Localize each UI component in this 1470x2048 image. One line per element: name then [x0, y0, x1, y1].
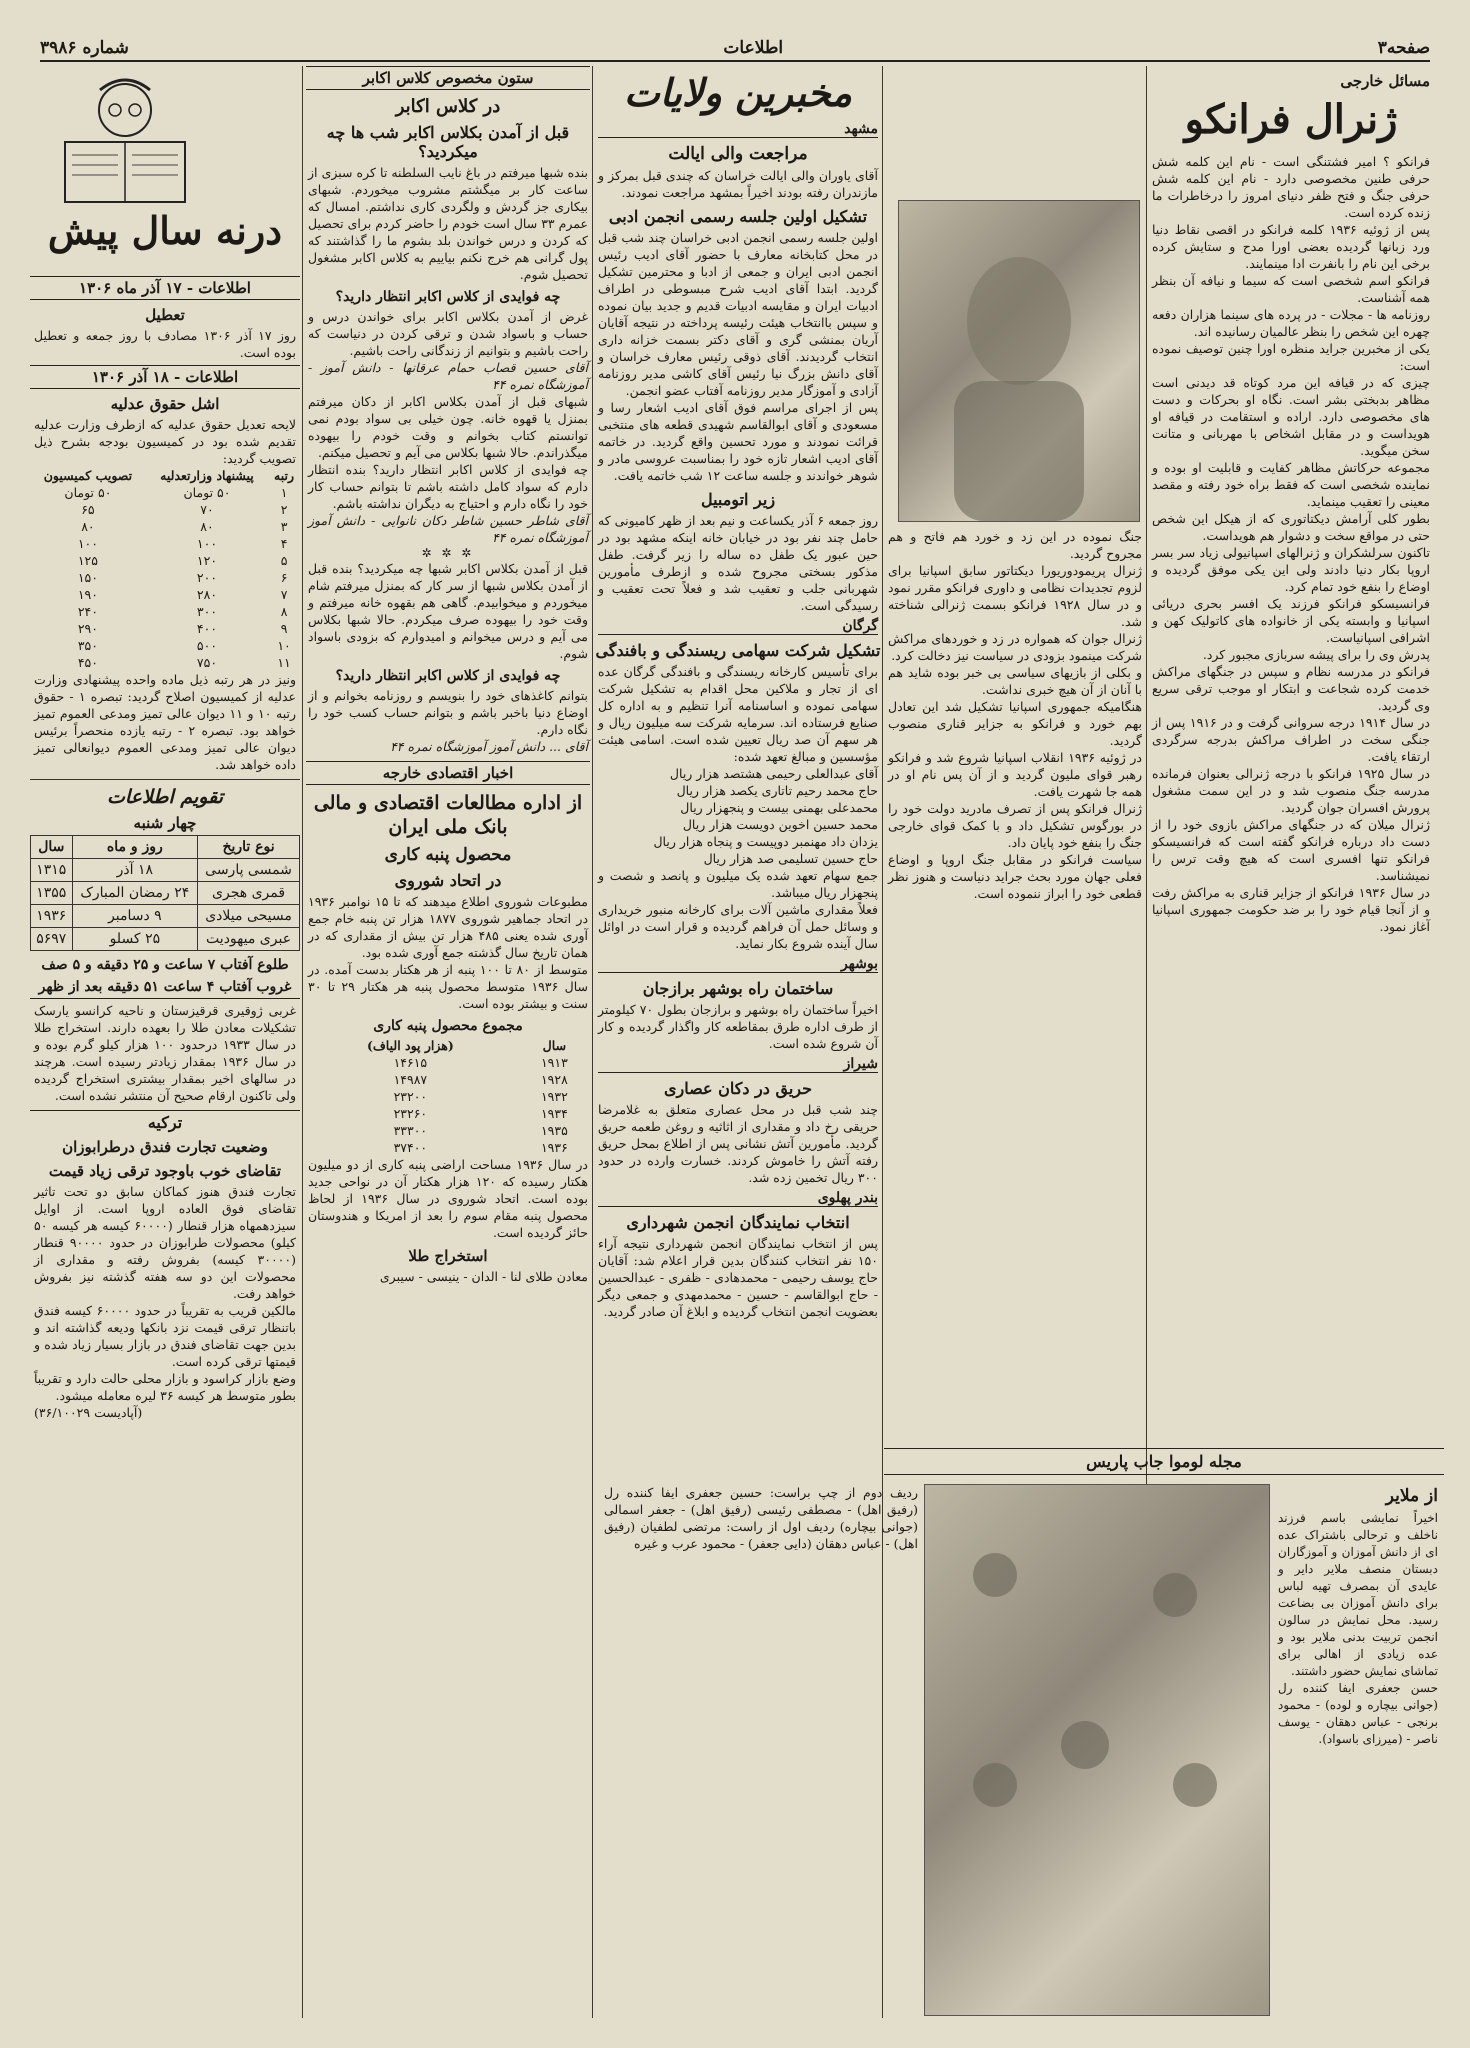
- table-cell: ۱۰۰: [77, 536, 98, 551]
- list-item: حاج حسین تسلیمی صد هزار ریال: [703, 851, 878, 866]
- article-paragraph: در سال ۱۹۳۶ مساحت اراضی پنبه کاری از دو میلیون هکتار رسیده که ۱۲۰ هزار هکتار آن در نواحی جدید بوده است. اتحاد شوروی در سال ۱۹۳۶ از لحاظ محصول پنبه مقام سوم را بعد از امریکا و هندوستان حائز گردیده است.: [308, 1157, 588, 1240]
- table-cell: قمری هجری: [198, 882, 300, 905]
- table-cell: ۲۸۰: [196, 587, 218, 602]
- article-paragraph: معادن طلای لنا - الدان - ینیسی - سیبری: [379, 1269, 588, 1284]
- foreign-affairs-column: [1148, 66, 1434, 1508]
- article-paragraph: متوسط از ۸۰ تا ۱۰۰ پنبه از هر هکتار بدست آمده. در سال ۱۹۳۶ متوسط محصول پنبه هر هکتار ۲۹ تا ۳۰ سنت و بیشتر بوده است.: [308, 962, 589, 1011]
- table-cell: ۲۳۲۰۰: [393, 1089, 428, 1104]
- table-cell: ۲۴۰: [77, 604, 98, 619]
- news-text: ونیز در هر رتبه ذیل ماده واحده پیشنهادی وزارت عدلیه از کمیسیون اصلاح گردید: تبصره ۱ - حقوق رتبه ۱۰ و ۱۱ دیوان عالی تمیز ومدعی العموم تمیز خواهد بود. تبصره ۲ - رتبه یازده منحصراً برئیس دیوان عالی تمیز ومدعی العموم دیوانعالی تمیز داده خواهد شد.: [34, 672, 297, 772]
- article-title: از اداره مطالعات اقتصادی و مالی بانک ملی ایران: [313, 792, 583, 838]
- portrait-illustration: [899, 201, 1139, 521]
- city-label: بوشهر: [598, 956, 878, 973]
- table-row: [30, 484, 300, 501]
- column-header: تصویب کمیسیون: [43, 468, 133, 483]
- table-header-row: [304, 1037, 592, 1054]
- table-row: [30, 569, 300, 586]
- sunrise-time: طلوع آفتاب ۷ ساعت و ۲۵ دقیقه و ۵ صف: [41, 957, 289, 973]
- column-logo-area: [30, 66, 300, 276]
- article-paragraph: غرض از آمدن بکلاس اکابر برای خواندن درس و حساب و باسواد شدن و ترقی کردن در دنیاست که راحت باشیم و بتوانیم از زندگانی راحت باشیم.: [308, 309, 588, 358]
- table-row: [31, 859, 300, 882]
- table-row: [31, 928, 300, 951]
- news-text: روز ۱۷ آذر ۱۳۰۶ مصادف با روز جمعه و تعطیل بوده است.: [34, 328, 296, 360]
- list-item: جمع سهام تعهد شده یک میلیون و پانصد و شصت و پنجهزار ریال میباشد.: [598, 868, 878, 900]
- table-cell: شمسی پارسی: [198, 859, 300, 882]
- column-header: نوع تاریخ: [198, 836, 300, 859]
- table-cell: ۷: [280, 587, 288, 602]
- article-paragraph: بطور کلی آرامش دیکتاتوری که از هیکل این شخص حتی در مواقع سخت و دشوار هم هویداست.: [1152, 511, 1430, 543]
- article-paragraph: فرانکو اسم شخصی است که سیما و نیافه آن بنظر همه آشناست.: [1152, 273, 1430, 305]
- malayer-column: [1274, 1484, 1442, 2004]
- table-cell: عبری میهودیت: [198, 928, 300, 951]
- news-headline: تشکیل شرکت سهامی ریسندگی و بافندگی: [595, 641, 881, 660]
- article-paragraph: اخیراً نمایشی باسم فرزند ناخلف و ترحالی باشتراک عده ای از دانش آموزان و آموزگاران دبستان منصف ملایر دایر و عایدی آن بمصرف تهیه لباس برای دانش آموزان بی بضاعت رسید. محل نمایش در سالون انجمن تربیت بدنی ملایر بود و عده زیادی از اهالی برای تماشای نمایش حضور داشتند.: [1278, 1511, 1438, 1678]
- table-row: [304, 1071, 592, 1088]
- group-illustration: [925, 1485, 1269, 2015]
- table-cell: ۳۷۴۰۰: [393, 1140, 428, 1155]
- article-paragraph: هنگامیکه جمهوری اسپانیا تشکیل شد این تعادل بهم خورد و فرانکو به جزایر قناری منصوب گردید.: [888, 699, 1142, 748]
- issue-number: شماره ۳۹۸۶: [40, 38, 129, 58]
- table-cell: ۱۳۱۵: [31, 859, 73, 882]
- table-cell: ۵۰ تومان: [183, 485, 231, 500]
- article-paragraph: قبل از آمدن بکلاس اکابر شبها چه میکردید؟ بنده قبل از آمدن بکلاس شبها از سر کار که بمنزل میرفتم شام میخوردم و میخوابیدم. گاهی هم بقهوه خانه میرفتم و وقت خود را بیهوده صرف میکردم. حالا شبها بکلاس می آیم و درس میخوانم و امیدوارم که بزودی باسواد شوم.: [308, 561, 588, 661]
- city-label: شیراز: [598, 1056, 878, 1073]
- article-paragraph: یکی از مخبرین جراید منظره اورا چنین توصیف نموده است:: [1152, 341, 1430, 373]
- photo-source-caption: مجله لوموا جاب پاریس: [884, 1448, 1444, 1475]
- article-paragraph: تاکنون سرلشکران و ژنرالهای اسپانیولی زیاد سر بسر اروپا بکار دنیا دادند ولی این یکی موفق گردیده و اوضاع را بنفع خود تمام کرد.: [1152, 545, 1430, 594]
- column-title: درنه سال پیش: [47, 208, 283, 253]
- table-cell: ۶۵: [81, 502, 95, 517]
- news-text: تجارت فندق هنوز کماکان سابق دو تحت تاثیر تقاضای فوق العاده اروپا است. از اوایل سیزدهمهاه هزار قنطار (۶۰۰۰۰ کیسه هر کیسه ۵۰ کیلو) محصولات طرابوزان در حدود ۹۰۰۰۰ قنطار (۳۰۰۰۰ کیسه) بفروش رفته و مقداری از محصولات این دو سه هفته گذشته نیز بفروش خواهد رفت.: [34, 1184, 296, 1301]
- table-cell: ۸: [280, 604, 288, 619]
- calendar-title: تقویم اطلاعات: [106, 786, 223, 808]
- table-row: [30, 518, 300, 535]
- calendar-table: [30, 835, 300, 951]
- news-text: اخیراً ساختمان راه بوشهر و برازجان بطول ۷۰ کیلومتر از طرف اداره طرق بمقاطعه کار واگذار گردیده و کار آن شروع شده است.: [598, 1002, 878, 1051]
- table-cell: ۱۹۳۶: [540, 1140, 568, 1155]
- article-subtitle: محصول پنبه کاری: [384, 845, 512, 865]
- table-cell: ۱۹۳۶: [31, 905, 73, 928]
- table-cell: ۵۰۰: [196, 638, 218, 653]
- article-paragraph: پدرش وی را برای پیشه سربازی مجبور کرد.: [1202, 647, 1430, 662]
- news-text: آقای یاوران والی ایالت خراسان که چندی قبل بمرکز و مازندران رفته بودند اخیراً بمشهد مراجعت نمودند.: [598, 168, 878, 200]
- news-headline: اشل حقوق عدلیه: [110, 395, 220, 413]
- table-cell: ۱۹۰: [77, 587, 98, 602]
- table-row: [304, 1139, 592, 1156]
- list-item: حاج محمد رحیم تاتاری یکصد هزار ریال: [676, 783, 878, 798]
- provinces-column: [594, 66, 882, 1480]
- table-cell: ۱۲۵: [77, 553, 98, 568]
- table-row: [30, 620, 300, 637]
- column-header: روز و ماه: [72, 836, 198, 859]
- news-text: لایحه تعدیل حقوق عدلیه که ازطرف وزارت عدلیه تقدیم شده بود در کمیسیون بودجه بشرح ذیل تصویب گردید:: [34, 417, 296, 466]
- divider: [30, 779, 300, 780]
- news-text: غربی ژوقیری قرقیزستان و ناحیه کرانسو یارسک تشکیلات معادن طلا را بعهده دارند. استخراج طلا در سال ۱۹۳۳ درحدود ۱۰۰ هزار کیلو گرم بوده و در سال ۱۹۳۶ بمقدار زیادتر رسیده است. هرچند در سالهای اخیر بمقدار بیشتری استخراج گردیده ولی تاکنون ارقام صحیح آن منتشر نشده است.: [34, 1003, 296, 1103]
- article-paragraph: فرانکو در مدرسه نظام و سپس در جنگهای مراکش خدمت کرده شجاعت و ابتکار او موجب ترقی سریع وی گردید.: [1152, 664, 1430, 713]
- news-text: اولین جلسه رسمی انجمن ادبی خراسان چند شب قبل در محل کتابخانه معارف با حضور آقای ادیب رئیس انجمن ادبی ایران و جمعی از ادبا و محترمین تشکیل گردید. ابتدا آقای ادیب شرح مبسوطی در اطراف ادبیات ایران و مقایسه ادبیات قدیم و جدید بیان نموده و سپس باانتخاب هیئت رئیسه پرداخته در نتیجه آقایان آریان بمنشی گری و آقای دکتر بسمت خزانه داری انتخاب گردیدند. آقای ذوقی رئیس معارف خراسان و آقای دانش بزرگ نیا رئیس آقای کاشی مدیر روزنامه آزادی و آموزگار مدیر روزنامه آفتاب عضو انجمن.: [598, 230, 878, 398]
- news-headline: وضعیت تجارت فندق درطرابوزان: [62, 1138, 268, 1156]
- page-number: صفحه۳: [1377, 38, 1430, 58]
- column-header: (هزار پود الیاف): [366, 1038, 454, 1053]
- article-subtitle: استخراج طلا: [408, 1247, 488, 1265]
- city-label: بندر پهلوی: [598, 1190, 878, 1207]
- franco-continued-column: [884, 528, 1146, 1444]
- calendar-day: چهار شنبه: [133, 814, 197, 832]
- column-header: پیشنهاد وزارتعدلیه: [160, 468, 254, 483]
- table-row: [31, 905, 300, 928]
- table-cell: ۲۳۲۶۰: [393, 1106, 428, 1121]
- table-cell: ۱۵۰: [77, 570, 98, 585]
- dateline: اطلاعات - ۱۷ آذر ماه ۱۳۰۶: [30, 276, 300, 300]
- table-row: [30, 501, 300, 518]
- table-cell: ۴۵۰: [77, 655, 98, 670]
- list-item: آقای عبدالعلی رحیمی هشتصد هزار ریال: [669, 766, 878, 781]
- news-headline: تعطیل: [145, 306, 185, 324]
- table-cell: ۱: [280, 485, 288, 500]
- article-subtitle: در اتحاد شوروی: [394, 871, 502, 890]
- article-paragraph: ژنرال پریمودوریورا دیکتاتور سابق اسپانیا برای لزوم تجدیدات نظامی و داوری فرانکو مقرر نمود و در سال ۱۹۲۸ فرانکو بسمت ژنرالی شناخته شد.: [888, 563, 1142, 629]
- table-row: [30, 535, 300, 552]
- photo-caption: ردیف دوم از چپ براست: حسین جعفری ایفا کننده رل (رفیق اهل) - مصطفی رئیسی (رفیق اهل) - جعفر اسمالی (جوانی بیچاره) ردیف اول از راست: مرتضی لطفیان (رفیق اهل) - عباس دهقان (دایی جعفر) - محمود عرب و غیره: [604, 1485, 918, 1551]
- table-cell: ۴۰۰: [196, 621, 218, 636]
- news-text: روز جمعه ۶ آذر یکساعت و نیم بعد از ظهر کامیونی که حامل چند نفر بود در خیابان خانه اینکه مشهد بود در حین عبور یک طفل ده ساله را زیر گرفت. طفل مذکور بسختی مجروح شده و ازطرف مأمورین شهربانی جلب و تعقیب شد و فعلاً تحت تعقیب و رسیدگی است.: [598, 513, 878, 613]
- news-headline: ساختمان راه بوشهر برازجان: [642, 979, 834, 998]
- news-headline: زیر اتومبیل: [700, 490, 776, 509]
- table-cell: ۸۰: [81, 519, 95, 534]
- salary-table: [30, 467, 300, 671]
- column-header: سال: [542, 1038, 567, 1053]
- news-text: فعلاً مقداری ماشین آلات برای کارخانه منبور خریداری و وسائل حمل آن فراهم گردیده و قرار است در اوائل سال آینده شروع بکار نماید.: [598, 902, 878, 951]
- list-item: محمدعلی بهمنی بیست و پنجهزار ریال: [680, 800, 878, 815]
- table-row: [30, 637, 300, 654]
- theatre-group-photo: [924, 1484, 1270, 2016]
- cotton-table: [304, 1037, 592, 1156]
- separator-stars: ✲ ✲ ✲: [421, 546, 475, 560]
- table-cell: ۱۹۱۳: [540, 1055, 568, 1070]
- news-text: مالکین قریب به تقریباً در حدود ۶۰۰۰۰ کیسه فندق باتنظار ترقی قیمت نزد بانکها ودیعه گذاشته اند و بدین جهت تقاضای فندق در بازار بسیار زیاد شده و قیمتها ترقی کرده است.: [34, 1303, 296, 1369]
- article-paragraph: بنده شبها میرفتم در باغ نایب السلطنه تا کره سبزی از ساعت کار بر میگشتم مشروب میخوردم. شبهای بیکاری جز گردش و ولگردی کاری نداشتم. امسال که عمرم ۳۳ سال است خودم را حاضر کردم برای تحصیل که کردن و درس خواندن بلد بشوم ما را گذاشتند که پول گرانی هم خرج نکنم بیاییم به کلاس اکابر مشغول تحصیل شوم.: [308, 165, 588, 282]
- table-cell: ۱۹۲۸: [540, 1072, 568, 1087]
- article-paragraph: سیاست فرانکو در مقابل جنگ اروپا و اوضاع فعلی جهان مورد بحث جراید دنیاست و هنوز نظر قطعی خود را ابراز ننموده است.: [888, 852, 1142, 901]
- article-paragraph: چه فوایدی از کلاس اکابر انتظار دارید؟ بنده انتظار دارم که سواد کامل داشته باشم تا بتوانم حساب کار خود را نگاه دارم و احتیاج به دیگران نداشته باشم.: [308, 462, 588, 511]
- list-item: یزدان داد مهنمبر دوپیست و پنجاه هزار ریال: [653, 834, 878, 849]
- table-header-row: [30, 467, 300, 484]
- section-label: ترکیه: [30, 1110, 300, 1132]
- news-headline: مراجعت والی ایالت: [668, 144, 808, 164]
- section-title: مخبرین ولایات: [624, 70, 852, 115]
- franco-photo: [898, 200, 1140, 522]
- table-cell: ۱۸ آذر: [72, 859, 198, 882]
- article-paragraph: بتوانم کاغذهای خود را بنویسم و روزنامه بخوانم و از اوضاع دنیا باخبر باشم و بتوانم حساب کسب خود را نگاه دارم.: [308, 688, 588, 737]
- table-cell: ۳۰۰: [196, 604, 218, 619]
- news-headline: انتخاب نمایندگان انجمن شهرداری: [626, 1213, 850, 1232]
- cast-list: حسن جعفری ایفا کننده رل (جوانی بیچاره و لوده) - محمود برنجی - عباس دهقان - یوسف ناصر - (میرزای باسواد).: [1278, 1681, 1438, 1746]
- table-row: [30, 552, 300, 569]
- column-header: رتبه: [274, 468, 295, 483]
- table-cell: ۱۹۳۲: [540, 1089, 568, 1104]
- news-headline: تشکیل اولین جلسه رسمی انجمن ادبی: [608, 207, 868, 226]
- article-title: در کلاس اکابر: [395, 96, 501, 117]
- news-headline: تقاضای خوب باوجود ترقی زیاد قیمت: [48, 1162, 282, 1180]
- column-header: سال: [31, 836, 73, 859]
- table-cell: ۳۵۰: [77, 638, 98, 653]
- article-paragraph: و بکلی از بازیهای سیاسی بی خبر بوده شاید هم با آنان از آن هیچ خبری نداشت.: [888, 665, 1142, 697]
- article-paragraph: روزنامه ها - مجلات - در پرده های سینما هزاران دفعه چهره این شخص را بنظر عالمیان رسانیده اند.: [1152, 307, 1430, 339]
- adult-class-column: [304, 66, 592, 2026]
- table-cell: ۱۳۵۵: [31, 882, 73, 905]
- article-paragraph: فرانسیسکو فرانکو فرزند یک افسر بحری دریائی اسپانیا و وابسته یکی از خانواده های کاتولیک کهن و اشرافی اسپانیاست.: [1152, 596, 1430, 645]
- article-title: ژنرال فرانکو: [1184, 96, 1398, 143]
- sunset-time: غروب آفتاب ۴ ساعت ۵۱ دقیقه بعد از ظهر: [30, 979, 300, 999]
- table-cell: ۷۵۰: [196, 655, 218, 670]
- table-cell: ۱۴۹۸۷: [393, 1072, 428, 1087]
- article-paragraph: فرانکو ؟ امیر فشتنگی است - نام این کلمه شش حرفی طنین مخصوصی دارد - نام این کلمه شش حرفی جنگ و فتح ظفر دنیای امروز را درخاطرات ما زنده کرده است.: [1152, 154, 1430, 220]
- table-cell: ۳: [280, 519, 288, 534]
- table-cell: ۲: [280, 502, 288, 517]
- table-cell: ۲۹۰: [77, 621, 98, 636]
- table-cell: ۱۰۰: [196, 536, 218, 551]
- masthead: اطلاعات: [723, 38, 784, 58]
- table-cell: ۹: [280, 621, 288, 636]
- table-row: [30, 654, 300, 671]
- table-cell: ۱۴۶۱۵: [393, 1055, 428, 1070]
- page-header: [40, 36, 1430, 62]
- reader-illustration: [50, 70, 200, 210]
- article-paragraph: ژنرال فرانکو پس از تصرف مادرید دولت خود را در بورگوس تشکیل داد و با کمک قوای خارجی جنگ را بنفع خود پایان داد.: [888, 801, 1142, 850]
- table-cell: مسیحی میلادی: [198, 905, 300, 928]
- news-text: برای تأسیس کارخانه ریسندگی و بافندگی گرگان عده ای از تجار و ملاکین محل اقدام به تشکیل شرکت سهامی نموده و اساسنامه آنرا تنظیم و به اداره کل صنایع فرستاده اند. سرمایه شرکت سه میلیون ریال و هر سهم آن صد ریال تعیین شده است. اسامی هیئت مؤسسین و مبالغ تعهد شده:: [598, 664, 878, 764]
- table-cell: ۶: [280, 570, 288, 585]
- signature: آقای حسین قصاب حمام عرقانها - دانش آموز - آموزشگاه نمره ۴۴: [308, 360, 588, 392]
- nine-years-ago-column: [30, 66, 300, 2026]
- question-heading: چه فوایدی از کلاس اکابر انتظار دارید؟: [335, 668, 561, 684]
- section-label: اخبار اقتصادی خارجه: [306, 761, 590, 785]
- column-rule: [592, 66, 593, 2018]
- table-cell: ۴: [280, 536, 288, 551]
- source-note: (آپادیست ۳۶/۱۰۰۲۹): [34, 1405, 143, 1420]
- table-cell: ۵۶۹۷: [31, 928, 73, 951]
- signature: آقای شاطر حسین شاطر دکان نانوایی - دانش آموز آموزشگاه نمره ۴۴: [308, 513, 588, 545]
- news-text: پس از اجرای مراسم فوق آقای ادیب اشعار رسا و مسعودی و آقای ابوالقاسم شهیدی قطعه های منتخبی قرائت نمودند و مورد تحسین واقع گردید. در خاتمه آقای ادیب اشعار تازه خود را بمناسبت عروسی مادر و شوهر خواندند و جلسه ساعت ۱۲ شب خاتمه یافت.: [598, 400, 878, 483]
- news-text: وضع بازار کراسود و بازار محلی حالت دارد و تقریباً بطور متوسط هر کیسه ۳۶ لیره معامله میشود.: [34, 1371, 296, 1403]
- table-cell: ۱۹۳۵: [540, 1123, 568, 1138]
- article-subtitle: قبل از آمدن بکلاس اکابر شب ها چه میکردید؟: [326, 123, 570, 161]
- column-rule: [302, 66, 303, 2018]
- section-title: از ملایر: [1385, 1486, 1438, 1506]
- article-paragraph: در سال ۱۹۳۶ فرانکو از جزایر قناری به مراکش رفت و از آنجا قیام خود را بر ضد حکومت جمهوری اسپانیا آغاز نمود.: [1152, 885, 1431, 934]
- article-paragraph: شبهای قبل از آمدن بکلاس اکابر از دکان میرفتم بمنزل یا قهوه خانه. چون خیلی بی سواد بودم نمی توانستم کتاب بخوانم و وقت خودم را بیهوده میگذراندم. حالا شبها بکلاس می آیم و تحصیل میکنم.: [308, 394, 588, 460]
- news-headline: حریق در دکان عصاری: [664, 1079, 812, 1098]
- table-row: [304, 1122, 592, 1139]
- table-row: [304, 1088, 592, 1105]
- table-cell: ۵: [280, 553, 288, 568]
- table-row: [304, 1105, 592, 1122]
- table-cell: ۱۰: [277, 638, 291, 653]
- signature: آقای ... دانش آموز آموزشگاه نمره ۴۴: [390, 739, 588, 754]
- article-paragraph: جنگ نموده در این زد و خورد هم فاتح و هم مجروح گردید.: [888, 529, 1142, 561]
- table-row: [30, 586, 300, 603]
- news-text: چند شب قبل در محل عصاری متعلق به غلامرضا حریقی رخ داد و مقداری از اثاثیه و روغن طعمه حریق گردید. مأمورین آتش نشانی پس از اطلاع بمحل حریق رفته آتش را خاموش کردند. خسارت وارده در حدود ۳۰۰ ریال تخمین زده شد.: [598, 1102, 878, 1185]
- dateline: اطلاعات - ۱۸ آذر ۱۳۰۶: [30, 365, 300, 389]
- column-rule: [1146, 66, 1147, 1528]
- article-paragraph: مجموعه حرکاتش مظاهر کفایت و قابلیت او بوده و نماینده شخصی است که فقط براه خود رفته و مقصد معینی را تعقیب مینماید.: [1152, 460, 1430, 509]
- table-header-row: [31, 836, 300, 859]
- article-paragraph: در ژوئیه ۱۹۳۶ انقلاب اسپانیا شروع شد و فرانکو رهبر قوای ملیون گردید و از آن پس نام او در همه جا شهرت یافت.: [888, 750, 1142, 799]
- table-cell: ۷۰: [200, 502, 214, 517]
- table-cell: ۵۰ تومان: [64, 485, 112, 500]
- article-paragraph: در سال ۱۹۲۵ فرانکو با درجه ژنرالی بعنوان فرمانده مدرسه جنگ منصوب شد و در این سمت مشغول پرورش افسران جوان گردید.: [1152, 766, 1430, 815]
- table-title: مجموع محصول پنبه کاری: [373, 1018, 523, 1034]
- section-label: ستون مخصوص کلاس اکابر: [306, 66, 590, 90]
- article-paragraph: مطبوعات شوروی اطلاع میدهند که تا ۱۵ نوامبر ۱۹۳۶ در اتحاد جماهیر شوروی ۱۸۷۷ هزار تن پنبه خام جمع آوری شده یعنی ۴۸۵ هزار تن بیش از مقداری که در همان تاریخ سال گذشته جمع آوری شده بود.: [308, 894, 589, 960]
- table-cell: ۲۰۰: [196, 570, 218, 585]
- table-row: [30, 603, 300, 620]
- table-cell: ۱۱: [277, 655, 291, 670]
- section-label: مسائل خارجی: [1340, 72, 1430, 90]
- table-row: [31, 882, 300, 905]
- photo-caption-column: [600, 1484, 922, 2014]
- city-label: مشهد: [598, 121, 878, 138]
- news-text: پس از انتخاب نمایندگان انجمن شهرداری نتیجه آراء ۱۵۰ نفر انتخاب کنندگان بدین قرار اعلام شد: آقایان حاج یوسف رحیمی - محمدهادی - ظفری - عبدالحسین - حاج ابوالقاسم - حسین - محمدمهدی و جمعی دیگر بعضویت انجمن انتخاب گردیده و ابلاغ آن صادر گردید.: [598, 1236, 878, 1319]
- table-cell: ۲۴ رمضان المبارک: [72, 882, 198, 905]
- table-cell: ۲۵ کسلو: [72, 928, 198, 951]
- table-cell: ۹ دسامبر: [72, 905, 198, 928]
- list-item: محمد حسین اخوین دویست هزار ریال: [682, 817, 878, 832]
- article-paragraph: ژنرال میلان که در جنگهای مراکش بازوی خود را از دست داد درباره فرانکو گفته است که فرانسیسکو فرانکو تنها افسری است که هیچ وقت ترس را نمیشناسد.: [1152, 817, 1430, 883]
- table-cell: ۱۲۰: [196, 553, 218, 568]
- table-cell: ۸۰: [200, 519, 214, 534]
- article-paragraph: پس از ژوئیه ۱۹۳۶ کلمه فرانکو در اقصی نقاط دنیا ورد زبانها گردیده بعضی اورا مدح و ستایش کرده برخی این نام را بانفرت ادا مینمایند.: [1152, 222, 1430, 271]
- table-row: [304, 1054, 592, 1071]
- article-paragraph: در سال ۱۹۱۴ درجه سروانی گرفت و در ۱۹۱۶ پس از جنگی سخت در اطراف مراکش بدرجه سرگردی ارتقاء یافت.: [1152, 715, 1430, 764]
- table-cell: ۱۹۳۴: [540, 1106, 568, 1121]
- city-label: گرگان: [598, 618, 878, 635]
- article-paragraph: ژنرال جوان که همواره در زد و خوردهای مراکش شرکت مینمود بزودی در سیاست نیز دخالت کرد.: [888, 631, 1142, 663]
- table-cell: ۳۳۳۰۰: [393, 1123, 428, 1138]
- article-paragraph: چیزی که در قیافه این مرد کوتاه قد دیدنی است مظاهر بدبختی بشر است. نگاه او بحرکات و دست های مخصوصی دارد. اراده و استقامت در قیافه او هویداست و در مقابل اشخاص با مهربانی و متانت سخن میگوید.: [1152, 375, 1430, 458]
- question-heading: چه فوایدی از کلاس اکابر انتظار دارید؟: [335, 289, 561, 305]
